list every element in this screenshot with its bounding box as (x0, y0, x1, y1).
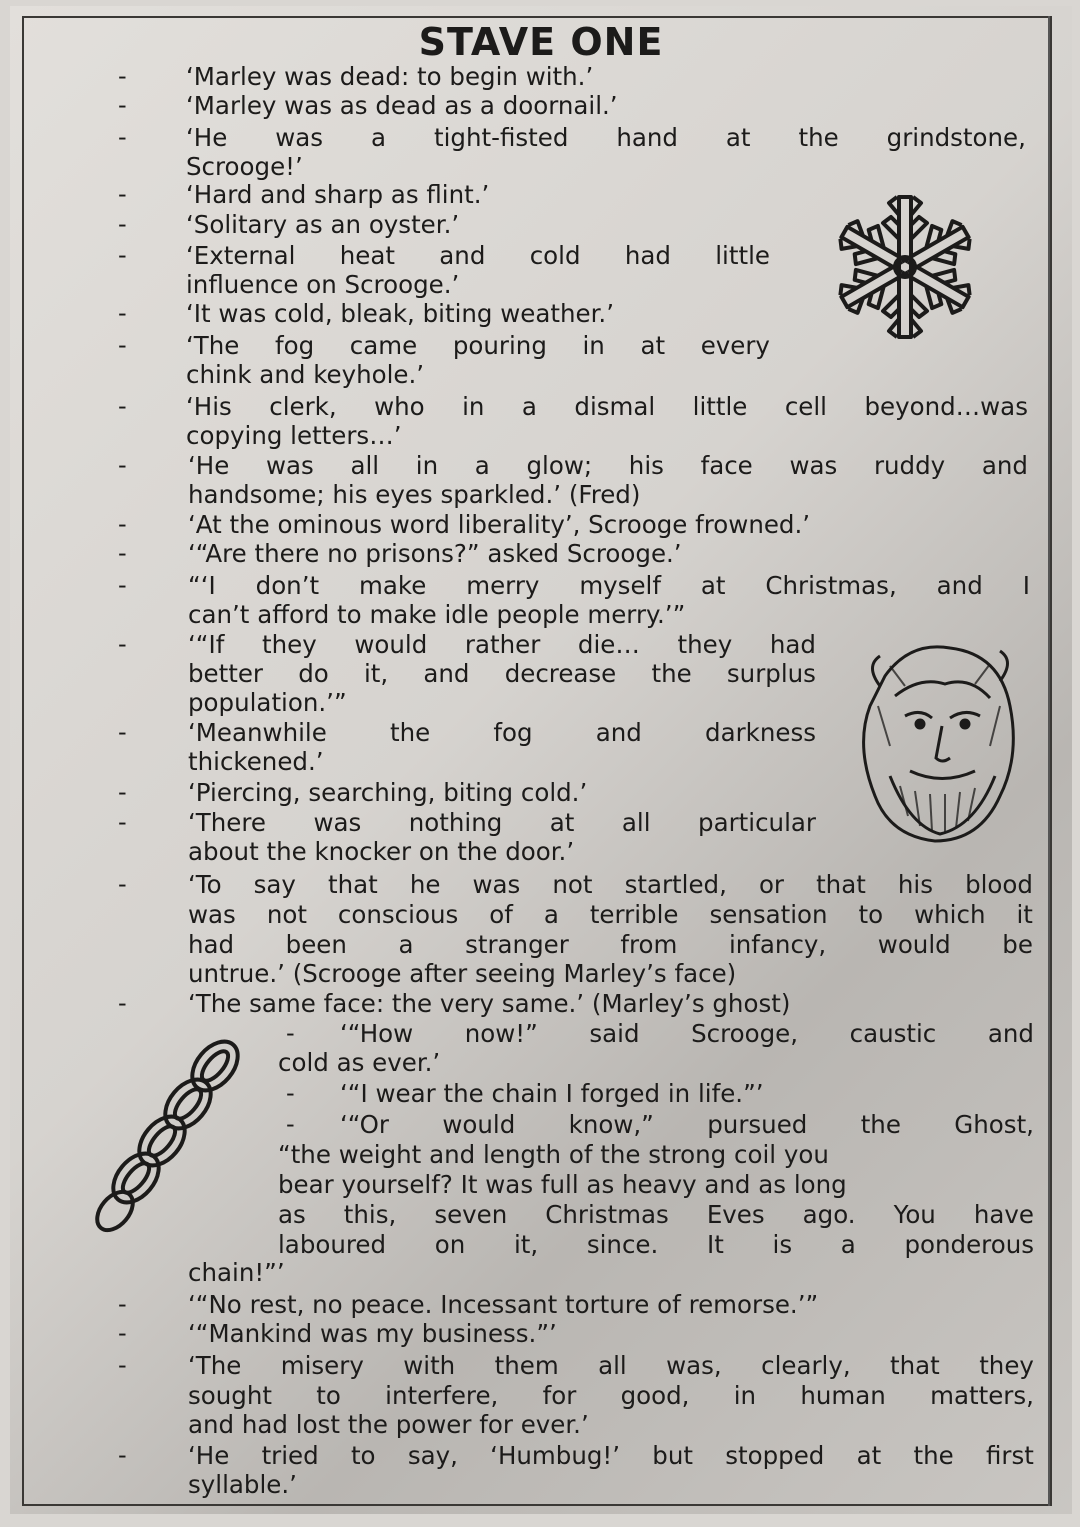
quote-line: ‘Piercing, searching, biting cold.’ (188, 778, 588, 807)
page-title: STAVE ONE (418, 20, 664, 64)
quote-line: ‘Solitary as an oyster.’ (186, 210, 460, 239)
bullet-dash: - (286, 1079, 295, 1107)
quote-line: ‘The fog came pouring in at every (186, 331, 770, 360)
bullet-dash: - (118, 571, 127, 599)
quote-line: was not conscious of a terrible sensation to which it (188, 900, 1033, 929)
bullet-dash: - (118, 1290, 127, 1318)
quote-line: chain!”’ (188, 1258, 285, 1287)
quote-line: ‘“If they would rather die… they had (188, 630, 816, 659)
bullet-dash: - (118, 91, 127, 119)
quote-line: “the weight and length of the strong coil you (278, 1140, 829, 1169)
quote-line: ‘“Are there no prisons?” asked Scrooge.’ (188, 539, 682, 568)
bullet-dash: - (118, 451, 127, 479)
quote-line: bear yourself? It was full as heavy and as long (278, 1170, 847, 1199)
scrooge-face-icon (850, 636, 1025, 846)
bullet-dash: - (118, 241, 127, 269)
bullet-dash: - (118, 1319, 127, 1347)
quote-line: ‘“Mankind was my business.”’ (188, 1319, 557, 1348)
bullet-dash: - (118, 1351, 127, 1379)
quote-line: ‘The misery with them all was, clearly, that they (188, 1351, 1034, 1380)
quote-line: ‘He tried to say, ‘Humbug!’ but stopped at the first (188, 1441, 1034, 1470)
bullet-dash: - (118, 778, 127, 806)
quote-line: ‘He was all in a glow; his face was ruddy and (188, 451, 1028, 480)
quote-line: ‘External heat and cold had little (186, 241, 770, 270)
quote-line: untrue.’ (Scrooge after seeing Marley’s face) (188, 959, 737, 988)
bullet-dash: - (118, 630, 127, 658)
quote-line: ‘His clerk, who in a dismal little cell beyond…was (186, 392, 1028, 421)
bullet-dash: - (118, 123, 127, 151)
quote-line: better do it, and decrease the surplus (188, 659, 816, 688)
chain-icon (90, 1026, 260, 1236)
bullet-dash: - (286, 1110, 295, 1138)
quote-line: ‘Hard and sharp as flint.’ (186, 180, 490, 209)
quote-line: can’t afford to make idle people merry.’” (188, 600, 686, 629)
bullet-dash: - (118, 539, 127, 567)
quote-line: ‘“Or would know,” pursued the Ghost, (340, 1110, 1034, 1139)
bullet-dash: - (118, 62, 127, 90)
quote-line: thickened.’ (188, 747, 324, 776)
bullet-dash: - (286, 1019, 295, 1047)
bullet-dash: - (118, 870, 127, 898)
quote-line: as this, seven Christmas Eves ago. You have (278, 1200, 1034, 1229)
quote-line: laboured on it, since. It is a ponderous (278, 1230, 1034, 1259)
quote-line: Scrooge!’ (186, 152, 303, 181)
quote-line: handsome; his eyes sparkled.’ (Fred) (188, 480, 641, 509)
page-edge (1048, 16, 1050, 1506)
quote-line: ‘The same face: the very same.’ (Marley’s ghost) (188, 989, 791, 1018)
quote-line: chink and keyhole.’ (186, 360, 425, 389)
quote-line: ‘Meanwhile the fog and darkness (188, 718, 816, 747)
quote-line: ‘“No rest, no peace. Incessant torture of remorse.’” (188, 1290, 819, 1319)
quote-line: ‘“I wear the chain I forged in life.”’ (340, 1079, 764, 1108)
quote-line: influence on Scrooge.’ (186, 270, 460, 299)
quote-line: syllable.’ (188, 1470, 297, 1499)
bullet-dash: - (118, 331, 127, 359)
quote-line: ‘It was cold, bleak, biting weather.’ (186, 299, 614, 328)
bullet-dash: - (118, 510, 127, 538)
quote-line: population.’” (188, 688, 347, 717)
bullet-dash: - (118, 180, 127, 208)
quote-line: about the knocker on the door.’ (188, 837, 575, 866)
quote-line: cold as ever.’ (278, 1048, 441, 1077)
quote-line: “‘I don’t make merry myself at Christmas, and I (188, 571, 1030, 600)
bullet-dash: - (118, 1441, 127, 1469)
bullet-dash: - (118, 808, 127, 836)
quote-line: ‘Marley was as dead as a doornail.’ (186, 91, 618, 120)
bullet-dash: - (118, 299, 127, 327)
quote-line: had been a stranger from infancy, would be (188, 930, 1033, 959)
quote-line: and had lost the power for ever.’ (188, 1410, 589, 1439)
quote-line: copying letters…’ (186, 421, 402, 450)
quote-line: ‘There was nothing at all particular (188, 808, 816, 837)
bullet-dash: - (118, 989, 127, 1017)
quote-line: ‘“How now!” said Scrooge, caustic and (340, 1019, 1034, 1048)
worksheet-page (10, 6, 1072, 1514)
quote-line: ‘Marley was dead: to begin with.’ (186, 62, 594, 91)
quote-line: sought to interfere, for good, in human matters, (188, 1381, 1034, 1410)
bullet-dash: - (118, 392, 127, 420)
quote-line: ‘He was a tight-fisted hand at the grindstone, (186, 123, 1026, 152)
bullet-dash: - (118, 210, 127, 238)
snowflake-icon (800, 182, 1010, 352)
bullet-dash: - (118, 718, 127, 746)
quote-line: ‘To say that he was not startled, or that his blood (188, 870, 1033, 899)
quote-line: ‘At the ominous word liberality’, Scrooge frowned.’ (188, 510, 811, 539)
